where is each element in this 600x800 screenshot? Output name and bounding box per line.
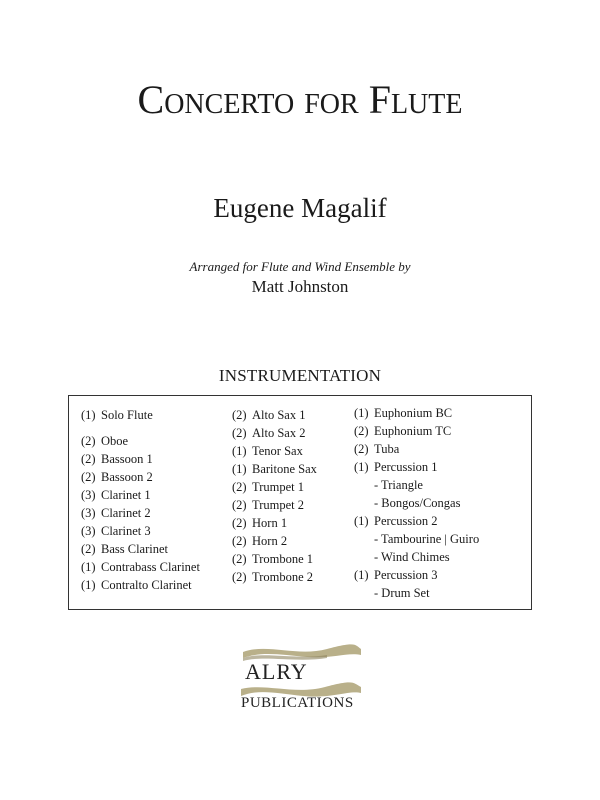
instrument-item	[81, 505, 151, 521]
instrument-name: Percussion 3	[374, 568, 438, 582]
instrument-count: (1)	[354, 568, 369, 582]
instrument-item	[232, 533, 287, 549]
instrument-item	[232, 461, 317, 477]
instrument-name: Baritone Sax	[252, 462, 317, 476]
instrument-count: (3)	[81, 506, 96, 520]
instrument-name: Euphonium BC	[374, 406, 453, 420]
instrument-count: (2)	[232, 516, 247, 530]
instrument-item	[232, 569, 313, 585]
instrument-item	[232, 443, 303, 459]
instrument-name: - Triangle	[374, 478, 423, 492]
instrument-item	[354, 585, 430, 601]
instrument-name: Euphonium TC	[374, 424, 452, 438]
instrument-name: Clarinet 3	[101, 524, 151, 538]
instrument-count: (2)	[81, 434, 96, 448]
instrument-count: (1)	[81, 578, 96, 592]
instrument-item	[232, 497, 304, 513]
instrument-count: (1)	[81, 560, 96, 574]
instrument-count: (1)	[354, 460, 369, 474]
instrument-count: (2)	[232, 570, 247, 584]
instrument-count: (2)	[232, 498, 247, 512]
instrument-name: Oboe	[101, 434, 129, 448]
publisher-logo	[237, 643, 364, 709]
instrument-name: - Drum Set	[374, 586, 430, 600]
instrument-count: (2)	[232, 408, 247, 422]
instrument-item	[354, 441, 399, 457]
instrument-item	[354, 477, 423, 493]
arranged-by-line: Arranged for Flute and Wind Ensemble by	[189, 259, 411, 274]
instrument-name: Trombone 1	[252, 552, 314, 566]
instrument-count: (1)	[232, 444, 247, 458]
instrument-item	[81, 407, 153, 423]
instrument-name: Tenor Sax	[252, 444, 303, 458]
publisher-logo-line2: PUBLICATIONS	[241, 695, 354, 709]
instrument-item	[81, 559, 200, 575]
instrument-item	[81, 469, 153, 485]
publisher-logo-graphic	[237, 643, 364, 709]
instrument-count: (2)	[232, 426, 247, 440]
instrument-count: (2)	[81, 470, 96, 484]
instrument-item	[354, 495, 460, 511]
instrument-item	[354, 549, 450, 565]
instrument-item	[232, 407, 305, 423]
instrument-count: (2)	[81, 452, 96, 466]
instrument-item	[232, 515, 287, 531]
instrument-name: Bassoon 2	[101, 470, 153, 484]
instrument-name: - Tambourine | Guiro	[374, 532, 480, 546]
instrument-item	[81, 523, 151, 539]
instrument-name: Trombone 2	[252, 570, 314, 584]
instrument-item	[354, 405, 452, 421]
instrument-item	[354, 513, 438, 529]
instrument-count: (1)	[81, 408, 96, 422]
instrument-name: - Wind Chimes	[374, 550, 450, 564]
instrument-name: Alto Sax 2	[252, 426, 306, 440]
instrument-item	[81, 451, 153, 467]
instrument-count: (2)	[354, 442, 369, 456]
instrument-name: Horn 1	[252, 516, 288, 530]
instrument-count: (1)	[354, 406, 369, 420]
instrument-name: - Bongos/Congas	[374, 496, 461, 510]
instrumentation-heading: INSTRUMENTATION	[218, 366, 382, 385]
instrument-name: Alto Sax 1	[252, 408, 306, 422]
instrumentation-box	[68, 395, 532, 610]
instrument-count: (2)	[354, 424, 369, 438]
instrument-count: (2)	[232, 552, 247, 566]
instrument-item	[232, 551, 313, 567]
instrument-name: Tuba	[374, 442, 400, 456]
instrument-item	[81, 487, 151, 503]
instrument-item	[354, 423, 451, 439]
instrument-name: Horn 2	[252, 534, 288, 548]
instrument-name: Trumpet 1	[252, 480, 304, 494]
instrument-name: Clarinet 2	[101, 506, 151, 520]
instrument-name: Bass Clarinet	[101, 542, 169, 556]
instrument-count: (3)	[81, 488, 96, 502]
instrument-name: Solo Flute	[101, 408, 153, 422]
publisher-logo-line1: ALRY	[245, 659, 308, 684]
instrument-name: Contrabass Clarinet	[101, 560, 200, 574]
instrument-item	[354, 531, 479, 547]
instrument-count: (1)	[232, 462, 247, 476]
instrument-name: Trumpet 2	[252, 498, 304, 512]
composer-name: Eugene Magalif	[213, 193, 387, 223]
instrument-name: Percussion 1	[374, 460, 438, 474]
instrument-item	[81, 577, 192, 593]
instrument-count: (2)	[232, 480, 247, 494]
instrument-item	[232, 425, 305, 441]
instrument-name: Clarinet 1	[101, 488, 151, 502]
instrument-item	[81, 541, 168, 557]
instrument-count: (2)	[232, 534, 247, 548]
instrument-count: (1)	[354, 514, 369, 528]
instrument-item	[354, 459, 438, 475]
instrument-name: Percussion 2	[374, 514, 438, 528]
instrument-item	[81, 433, 128, 449]
arranger-name: Matt Johnston	[251, 277, 349, 296]
instrument-name: Contralto Clarinet	[101, 578, 192, 592]
instrument-item	[232, 479, 304, 495]
instrument-count: (2)	[81, 542, 96, 556]
instrument-item	[354, 567, 438, 583]
page-title: Concerto for Flute	[137, 77, 463, 122]
instrument-name: Bassoon 1	[101, 452, 153, 466]
instrument-count: (3)	[81, 524, 96, 538]
